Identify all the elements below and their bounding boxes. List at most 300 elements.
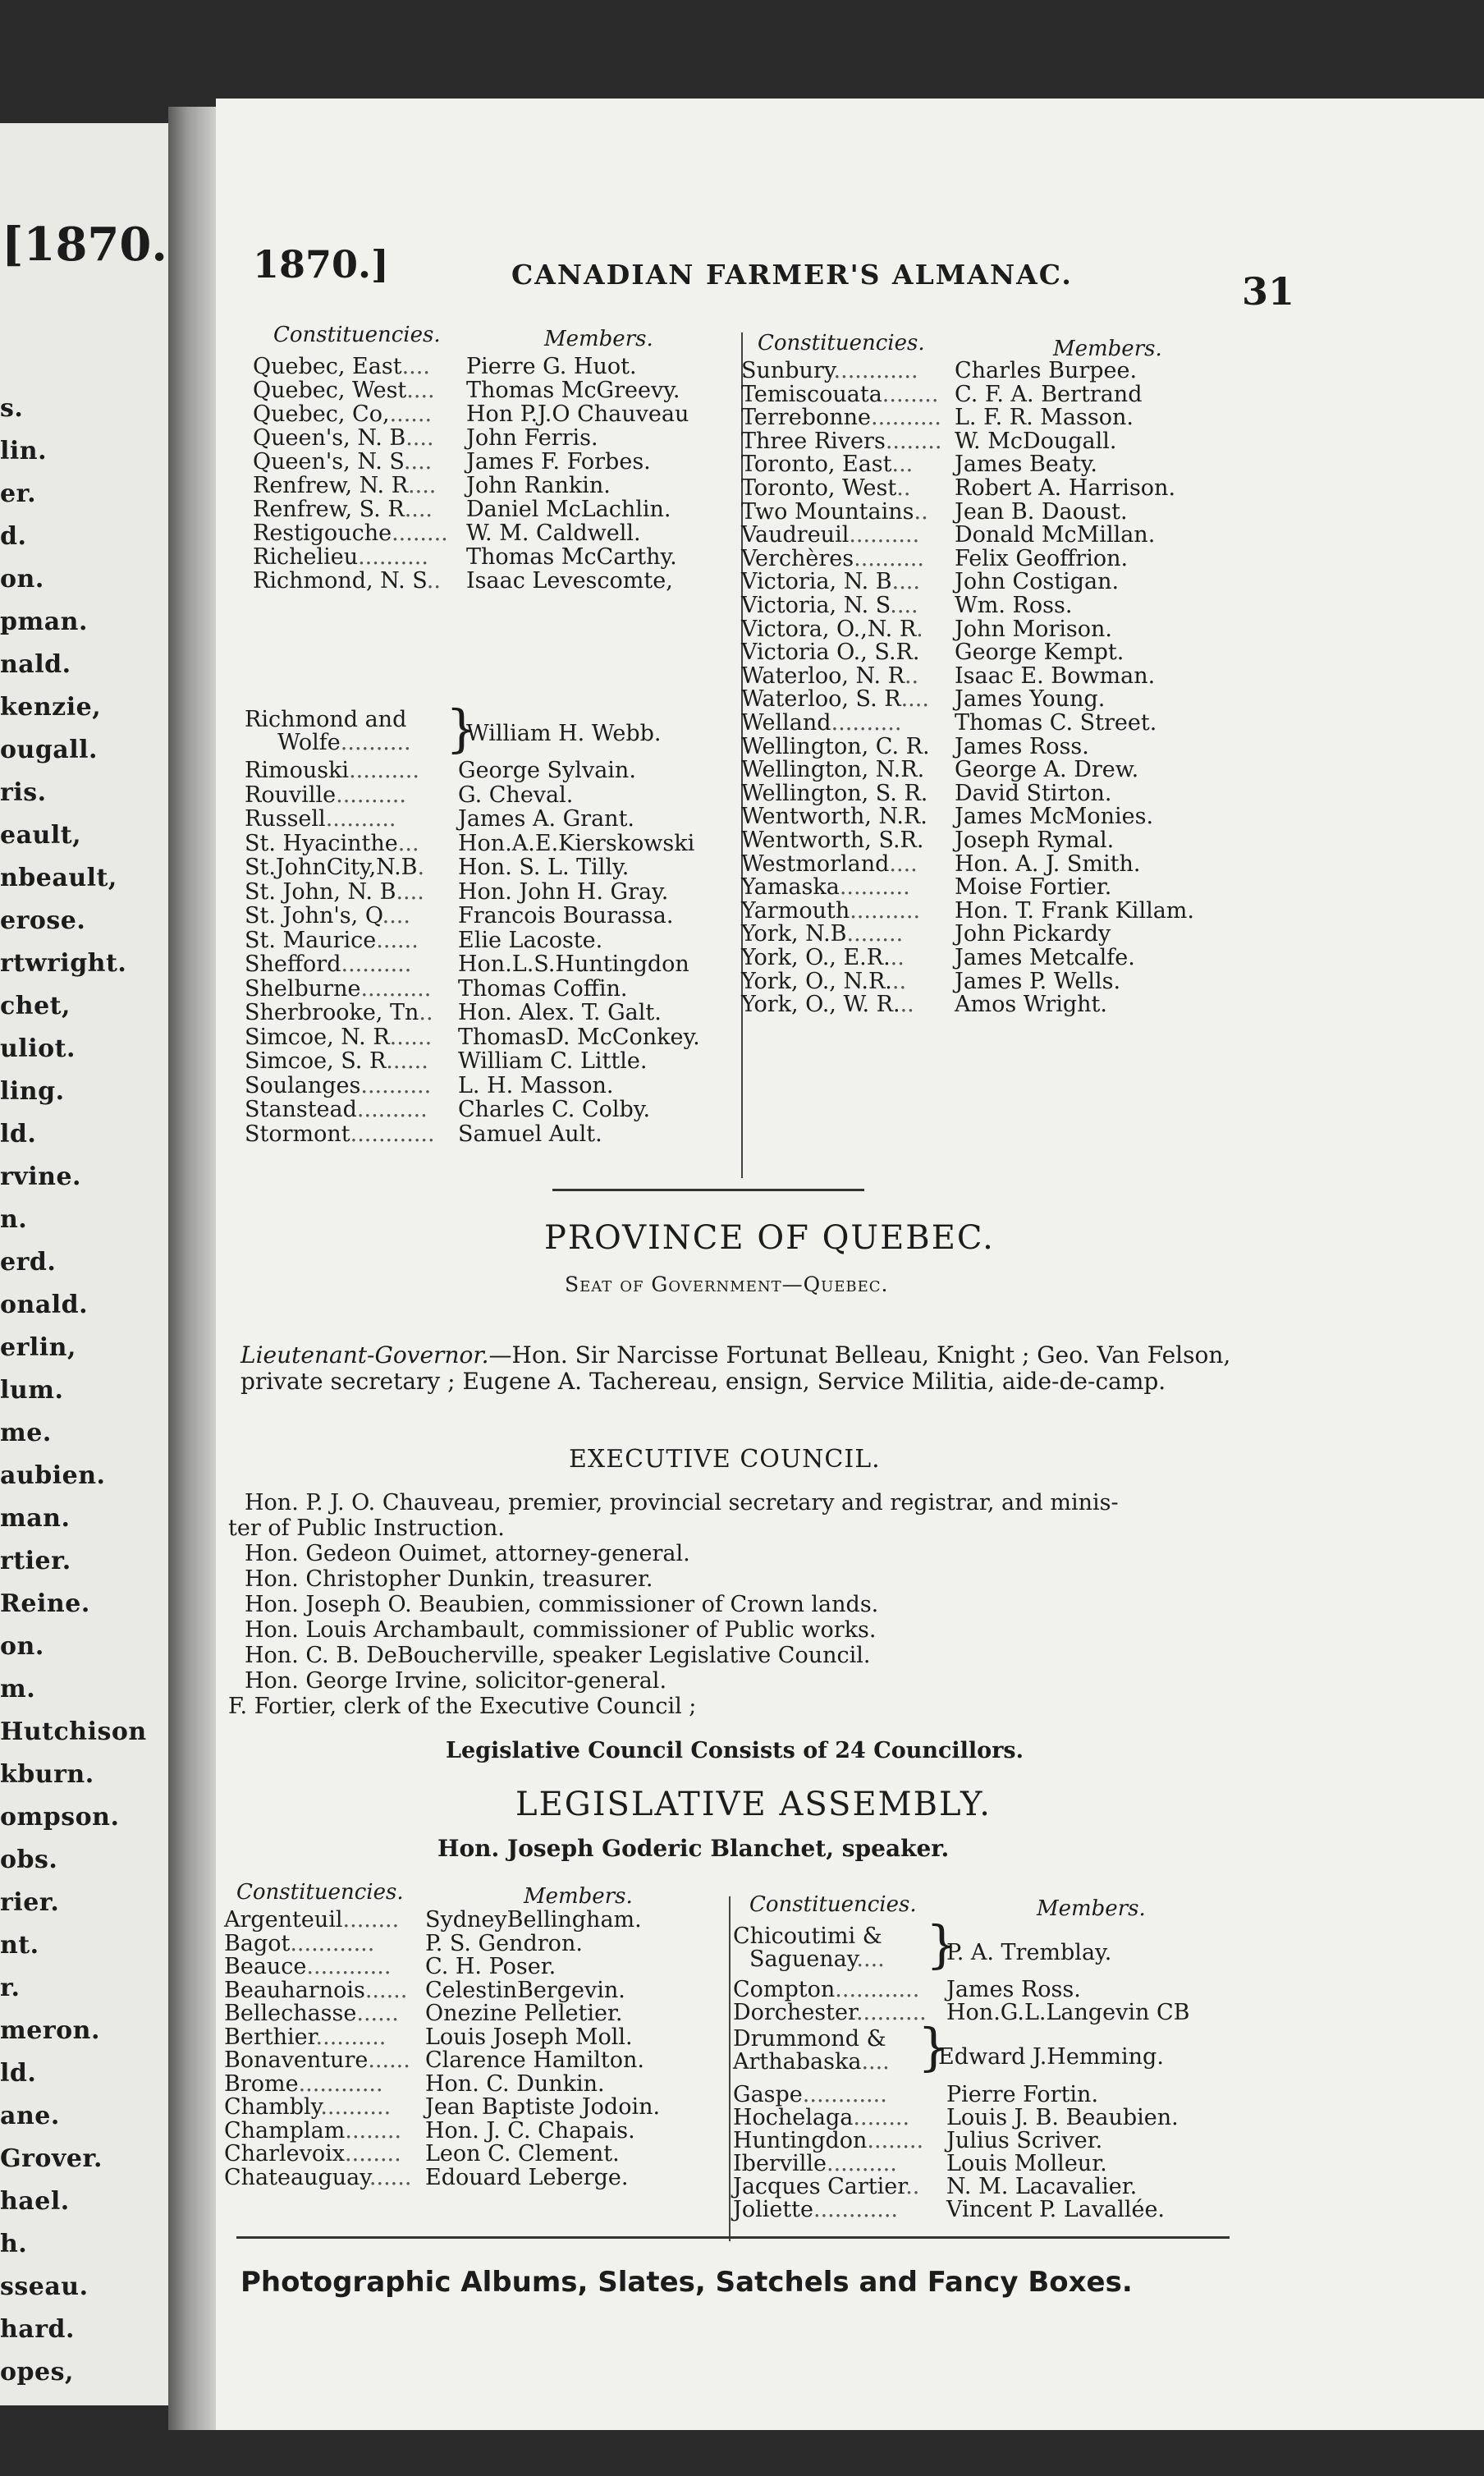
member-name: James F. Forbes. [466, 449, 651, 475]
member-name: George Sylvain. [458, 758, 636, 783]
constituency-name: Chicoutimi & [733, 1923, 882, 1949]
member-name: James McMonies. [955, 804, 1154, 830]
table-row [245, 832, 419, 855]
table-row [253, 546, 428, 569]
leader-dots: .......... [358, 544, 428, 570]
table-row [224, 2117, 402, 2144]
executive-council-member: Hon. Louis Archambault, commissioner of Public works. [245, 1617, 877, 1643]
leader-dots: .... [405, 425, 434, 451]
facing-page-line: hard. [0, 2315, 75, 2344]
header-year: 1870.] [253, 242, 389, 287]
table-row [733, 2107, 909, 2130]
table-row [741, 923, 903, 946]
member-name: James Ross. [955, 733, 1089, 759]
constituency-name: Rimouski [245, 758, 350, 783]
constituency-name: Stormont [245, 1121, 350, 1147]
leader-dots: ........ [885, 428, 942, 454]
constituency-name: Soulanges [245, 1072, 361, 1098]
leader-dots: ............ [833, 358, 918, 383]
table-row [245, 1123, 435, 1146]
facing-page-line: d. [0, 522, 27, 551]
constituency-name: Berthier [224, 2024, 316, 2050]
table-row [224, 2026, 386, 2049]
member-name: James Young. [955, 686, 1106, 713]
table-row [224, 2166, 411, 2189]
table-row [253, 355, 430, 378]
facing-page-line: opes, [0, 2358, 74, 2387]
leader-dots: ........ [345, 2141, 401, 2166]
facing-page-line: Reine. [0, 1589, 90, 1618]
facing-page-line: nt. [0, 1931, 39, 1960]
constituency-name: Westmorland [741, 851, 890, 877]
table-row [741, 453, 913, 476]
table-row [245, 1002, 433, 1025]
running-title: CANADIAN FARMER'S ALMANAC. [511, 259, 1073, 291]
member-name: Charles C. Colby. [458, 1097, 651, 1122]
member-name: G. Cheval. [458, 782, 574, 808]
member-name: Hon. S. L. Tilly. [458, 855, 630, 880]
col-head-members: Members. [1053, 337, 1162, 361]
constituency-name: Wolfe.......... [277, 730, 411, 755]
member-name: N. M. Lacavalier. [946, 2174, 1138, 2199]
constituency-name: Wellington, C. R. [741, 733, 930, 759]
footer-rule [236, 2236, 1230, 2239]
constituency-name: Argenteuil [224, 1907, 343, 1933]
member-name: John Ferris. [466, 425, 598, 451]
col-head-constituencies: Constituencies. [273, 323, 441, 347]
leader-dots: .. [904, 663, 919, 689]
member-name: James A. Grant. [458, 806, 634, 832]
constituency-name: Quebec, Co, [253, 401, 390, 427]
executive-council-member: ter of Public Instruction. [228, 1515, 505, 1541]
constituency-name: Stanstead [245, 1097, 357, 1122]
leader-dots: .......... [849, 522, 920, 548]
col-head-members: Members. [544, 327, 653, 351]
facing-page-line: Hutchison [0, 1717, 147, 1746]
constituency-name: Drummond & [733, 2026, 886, 2052]
table-row [741, 524, 919, 547]
table-row [741, 360, 918, 383]
constituency-name: Charlevoix [224, 2141, 346, 2166]
table-row [245, 975, 432, 1002]
table-row [245, 878, 424, 905]
col-head-constituencies: Constituencies. [236, 1880, 404, 1905]
member-name: Hon. A. J. Smith. [955, 851, 1141, 877]
facing-page-fragment [0, 123, 168, 2405]
facing-page-line: chet, [0, 992, 71, 1020]
leader-dots: ...... [389, 401, 433, 427]
table-row [224, 2049, 410, 2072]
col-head-constituencies: Constituencies. [758, 331, 925, 355]
leader-dots: ........ [342, 1907, 400, 1933]
leader-dots: ........ [882, 381, 939, 407]
council-note: Legislative Council Consists of 24 Councillors. [446, 1738, 1024, 1763]
constituency-name: York, O., N.R. [741, 968, 892, 994]
constituency-name: Richmond, N. S [253, 568, 427, 594]
facing-page-line: onald. [0, 1291, 89, 1319]
constituency-name: Restigouche [253, 520, 392, 546]
table-row [741, 477, 910, 500]
advertisement-footer: Photographic Albums, Slates, Satchels and Fancy Boxes. [240, 2266, 1133, 2299]
member-name: Felix Geoffrion. [955, 545, 1129, 571]
table-row [741, 618, 923, 641]
constituency-name: Rouville [245, 782, 337, 808]
table-row [741, 406, 941, 429]
constituency-name: St. John, N. B [245, 878, 396, 905]
table-row [741, 993, 914, 1016]
table-row [245, 808, 396, 831]
constituency-name: Russell [245, 806, 326, 832]
leader-dots: .......... [855, 2000, 927, 2025]
table-row [741, 545, 924, 571]
table-row [224, 2002, 399, 2025]
table-row [741, 712, 901, 735]
col-head-members: Members. [524, 1884, 633, 1909]
member-name: John Costigan. [955, 569, 1120, 595]
member-name: Vincent P. Lavallée. [946, 2197, 1166, 2222]
leader-dots: .......... [826, 2151, 897, 2176]
constituency-name: Huntingdon [733, 2128, 868, 2153]
speaker-line: Hon. Joseph Goderic Blanchet, speaker. [437, 1835, 950, 1862]
table-row [741, 688, 929, 711]
member-name: L. F. R. Masson. [955, 405, 1134, 431]
member-name: Robert A. Harrison. [955, 475, 1176, 501]
member-name: John Pickardy [955, 921, 1111, 947]
leader-dots: ............ [298, 2070, 383, 2097]
leader-dots: ............ [306, 1954, 392, 1979]
leader-dots: .......... [315, 2024, 387, 2050]
facing-page-line: ougall. [0, 736, 98, 764]
constituency-name: Quebec, West [253, 378, 407, 403]
member-name: James P. Wells. [955, 968, 1121, 994]
facing-page-line: uliot. [0, 1034, 76, 1063]
constituency-name: Victoria O., S.R. [741, 640, 920, 666]
table-row [245, 953, 411, 976]
leader-dots: .... [406, 378, 435, 403]
facing-page-line: pman. [0, 608, 88, 636]
constituency-name: Waterloo, N. R [741, 663, 905, 689]
leader-dots: .......... [356, 1097, 428, 1122]
table-row [224, 1909, 399, 1932]
leader-dots: ... [891, 452, 914, 478]
table-row [741, 430, 941, 453]
constituency-name: Three Rivers [741, 428, 886, 454]
constituency-name: Hochelaga [733, 2105, 854, 2130]
member-name: James Beaty. [955, 452, 1097, 478]
table-row [224, 1979, 407, 2002]
leader-dots: . [916, 616, 923, 642]
table-row [741, 594, 918, 617]
constituency-name: Bagot [224, 1930, 291, 1956]
table-row [253, 379, 435, 402]
constituency-name: Saguenay.... [749, 1946, 885, 1972]
facing-page-line: ompson. [0, 1803, 120, 1832]
table-row [741, 641, 919, 664]
constituency-name: Quebec, East [253, 354, 402, 379]
facing-page-line: er. [0, 479, 37, 508]
facing-page-line: man. [0, 1504, 71, 1533]
leader-dots: .......... [839, 874, 910, 901]
constituency-name: Bonaventure [224, 2047, 369, 2073]
page-number: 31 [1242, 269, 1295, 314]
constituency-name: Shefford [245, 951, 341, 977]
almanac-page [216, 99, 1484, 2430]
member-name: George Kempt. [955, 640, 1124, 666]
col-head-constituencies: Constituencies. [749, 1892, 917, 1917]
member-name: John Rankin. [466, 473, 611, 498]
table-row [741, 970, 906, 993]
member-name: Hon. John H. Gray. [458, 878, 669, 905]
leader-dots: .. [905, 2174, 920, 2199]
constituency-name: Richmond and [245, 707, 407, 732]
table-row [741, 897, 921, 924]
constituency-name: Two Mountains [741, 498, 914, 525]
member-name: Hon P.J.O Chauveau [466, 401, 689, 427]
member-name: James Ross. [946, 1977, 1081, 2002]
facing-page-line: lin. [0, 437, 48, 465]
member-name: David Stirton. [955, 780, 1112, 806]
constituency-name: Compton [733, 1977, 836, 2002]
leader-dots: .......... [349, 758, 419, 783]
facing-page-line: nald. [0, 650, 71, 679]
member-name: Samuel Ault. [458, 1121, 602, 1147]
constituency-name: Sunbury [741, 358, 834, 383]
table-row [733, 2001, 927, 2024]
facing-page-line: Grover. [0, 2144, 103, 2173]
facing-page-line: kenzie, [0, 693, 102, 722]
leader-dots: .... [889, 851, 918, 877]
facing-page-line: h. [0, 2230, 28, 2258]
table-row [245, 1050, 428, 1073]
executive-council-member: Hon. Joseph O. Beaubien, commissioner of Crown lands. [245, 1592, 879, 1617]
constituency-name: St. Maurice [245, 927, 377, 953]
member-name: Isaac Levescomte, [466, 568, 673, 594]
facing-page-line: s. [0, 394, 24, 423]
leader-dots: .......... [870, 405, 941, 431]
facing-page-line: eault, [0, 821, 82, 850]
leader-dots: .......... [850, 897, 921, 924]
table-row [245, 1026, 432, 1049]
table-row [741, 876, 910, 899]
member-name: Thomas C. Street. [955, 710, 1157, 736]
leader-dots: ...... [356, 2001, 399, 2026]
member-name: William H. Webb. [466, 721, 662, 746]
brace: } [446, 699, 479, 759]
table-row [224, 2070, 383, 2097]
member-name: Hon. Alex. T. Galt. [458, 1000, 662, 1025]
table-row [245, 1072, 432, 1098]
table-row [733, 2130, 923, 2153]
leader-dots: .... [408, 473, 437, 498]
table-row [253, 498, 433, 521]
leader-dots: .... [891, 569, 920, 595]
facing-page-line: erd. [0, 1248, 57, 1277]
member-name: Charles Burpee. [955, 358, 1138, 383]
leader-dots: .......... [360, 975, 432, 1002]
constituency-name: Welland [741, 710, 831, 736]
facing-page-line: me. [0, 1419, 52, 1447]
leader-dots: ............ [813, 2197, 899, 2222]
constituency-name: York, O., W. R. [741, 992, 900, 1018]
leader-dots: .... [404, 497, 433, 522]
member-name: Daniel McLachlin. [466, 497, 671, 522]
constituency-name: York, O., E.R. [741, 945, 891, 970]
executive-council-title: EXECUTIVE COUNCIL. [569, 1445, 881, 1474]
province-title: PROVINCE OF QUEBEC. [544, 1219, 995, 1257]
member-name: Hon.L.S.Huntingdon [458, 951, 689, 977]
constituency-name: Richelieu [253, 544, 359, 570]
constituency-name: Shelburne [245, 975, 361, 1002]
facing-page-line: r. [0, 1974, 21, 2002]
leader-dots: ........ [392, 520, 448, 546]
constituency-name: Simcoe, S. R [245, 1048, 387, 1074]
executive-council-member: Hon. Christopher Dunkin, treasurer. [245, 1566, 653, 1592]
constituency-name: Chateauguay [224, 2164, 369, 2190]
member-name: Louis Molleur. [946, 2151, 1107, 2176]
member-name: Moise Fortier. [955, 874, 1112, 901]
constituency-name: Queen's, N. S [253, 449, 404, 475]
member-name: C. H. Poser. [425, 1954, 556, 1979]
member-name: ThomasD. McConkey. [458, 1024, 700, 1050]
leader-dots: ... [397, 830, 419, 856]
facing-page-line: n. [0, 1205, 28, 1234]
member-name: Hon. J. C. Chapais. [425, 2117, 635, 2144]
member-name: Francois Bourassa. [458, 903, 674, 928]
constituency-name: Toronto, East [741, 452, 892, 478]
leader-dots: . [417, 855, 425, 880]
table-row [245, 856, 424, 879]
member-name: C. F. A. Bertrand [955, 381, 1143, 407]
leader-dots: .......... [320, 2094, 392, 2120]
executive-council-member: Hon. Gedeon Ouimet, attorney-general. [245, 1541, 690, 1566]
member-name: P. S. Gendron. [425, 1930, 583, 1956]
member-name: Clarence Hamilton. [425, 2047, 644, 2073]
column-divider [729, 1896, 731, 2241]
executive-council-member: Hon. C. B. DeBoucherville, speaker Legislative Council. [245, 1643, 871, 1668]
table-row [733, 2153, 897, 2176]
leader-dots: .... [401, 354, 430, 379]
table-row [253, 570, 441, 593]
table-row [741, 733, 930, 759]
executive-council-member: F. Fortier, clerk of the Executive Council ; [228, 1694, 697, 1719]
leader-dots: ...... [364, 1977, 408, 2003]
facing-page-line: ane. [0, 2102, 60, 2130]
constituency-name: York, N.B [741, 921, 847, 947]
leader-dots: .. [900, 992, 914, 1018]
facing-page-line: nbeault, [0, 864, 117, 892]
table-row [741, 665, 918, 688]
facing-page-line: lum. [0, 1376, 64, 1405]
constituency-name: Temiscouata [741, 381, 882, 407]
facing-page-line: ld. [0, 2059, 37, 2088]
table-row [245, 759, 419, 782]
constituency-name: Beauce [224, 1954, 307, 1979]
constituency-name: St.JohnCity,N.B [245, 855, 418, 880]
constituency-name: Beauharnois [224, 1977, 365, 2003]
leader-dots: ........ [846, 921, 904, 947]
constituency-name: Simcoe, N. R [245, 1024, 390, 1050]
member-name: SydneyBellingham. [425, 1907, 642, 1933]
leader-dots: ........ [867, 2128, 924, 2153]
leader-dots: .. [419, 1000, 433, 1025]
table-row [224, 1956, 391, 1979]
table-row [253, 475, 436, 497]
constituency-name: Jacques Cartier [733, 2174, 906, 2199]
leader-dots: .. [914, 498, 928, 525]
table-row [733, 2084, 887, 2107]
constituency-name: St. Hyacinthe [245, 830, 398, 856]
table-row [245, 929, 419, 952]
book-gutter [168, 107, 216, 2430]
facing-page-line: obs. [0, 1846, 58, 1874]
member-name: William C. Little. [458, 1048, 648, 1074]
facing-page-line: ling. [0, 1077, 65, 1106]
facing-page-line: ris. [0, 778, 47, 807]
facing-page-line: rier. [0, 1888, 60, 1917]
col-head-members: Members. [1037, 1896, 1146, 1921]
constituency-name: Waterloo, S. R [741, 686, 901, 713]
constituency-name: Brome [224, 2070, 299, 2097]
table-row [741, 498, 928, 525]
section-rule [552, 1189, 864, 1191]
facing-page-line: erlin, [0, 1333, 76, 1362]
constituency-name: Wellington, N.R. [741, 757, 925, 783]
member-name: Thomas McGreevy. [466, 378, 680, 403]
leader-dots: ...... [389, 1024, 433, 1050]
leader-dots: .... [890, 593, 918, 618]
constituency-name: Victoria, N. B [741, 569, 892, 595]
table-row [224, 1930, 375, 1956]
facing-page-line: rvine. [0, 1162, 81, 1191]
constituency-name: Champlam [224, 2117, 346, 2144]
member-name: CelestinBergevin. [425, 1977, 625, 2003]
executive-council-member: Hon. P. J. O. Chauveau, premier, provincial secretary and registrar, and minis- [245, 1490, 1119, 1515]
table-row [253, 427, 434, 450]
leader-dots: .... [900, 686, 929, 713]
leader-dots: ...... [386, 1048, 428, 1074]
constituency-name: Gaspe [733, 2082, 803, 2107]
leader-dots: .......... [341, 951, 412, 977]
member-name: L. H. Masson. [458, 1072, 614, 1098]
member-name: George A. Drew. [955, 757, 1139, 783]
table-row [741, 853, 918, 876]
facing-page-line: kburn. [0, 1760, 94, 1789]
table-row [224, 2143, 401, 2166]
facing-page-line: sseau. [0, 2272, 89, 2301]
table-row [741, 571, 920, 594]
leader-dots: .. [890, 945, 905, 970]
constituency-name: Renfrew, S. R [253, 497, 405, 522]
leader-dots: ............ [802, 2082, 887, 2107]
member-name: Elie Lacoste. [458, 927, 603, 953]
member-name: Pierre Fortin. [946, 2082, 1099, 2107]
leader-dots: .. [896, 475, 911, 501]
leader-dots: .... [396, 878, 424, 905]
leader-dots: ...... [369, 2164, 412, 2190]
constituency-name: Terrebonne [741, 405, 871, 431]
facing-page-header: [1870. [2, 218, 167, 272]
leader-dots: .. [426, 568, 441, 594]
constituency-name: Sherbrooke, Tn [245, 1000, 419, 1025]
table-row [245, 1098, 428, 1121]
member-name: James Metcalfe. [955, 945, 1135, 970]
constituency-name: Iberville [733, 2151, 827, 2176]
member-name: John Morison. [955, 616, 1112, 642]
constituency-name: Vaudreuil [741, 522, 850, 548]
member-name: P. A. Tremblay. [946, 1940, 1112, 1965]
brace: } [926, 1914, 959, 1974]
constituency-name: Wellington, S. R. [741, 780, 928, 806]
